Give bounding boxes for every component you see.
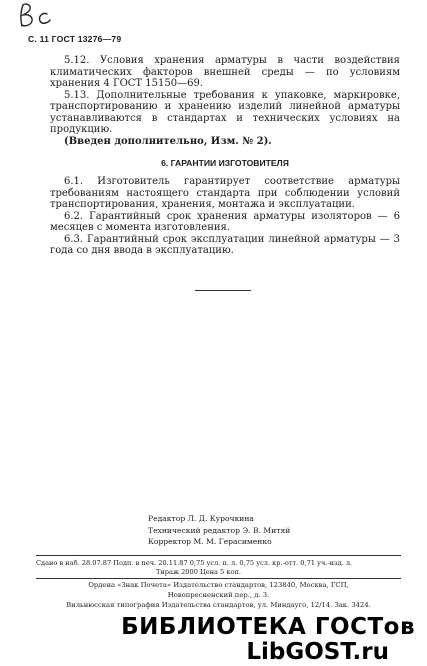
watermark-url: LibGOST.ru (246, 639, 389, 665)
clause-6-1: 6.1. Изготовитель гарантирует соответствие арматуры требованиям настоящего стандарта при соблюдении условий транспортирования, хранения, монтажа и эксплуатации. (50, 176, 400, 210)
clause-6-3: 6.3. Гарантийный срок эксплуатации линейной арматуры — 3 года со дня ввода в эксплуатацию. (50, 233, 400, 256)
clause-6-2: 6.2. Гарантийный срок хранения арматуры изоляторов — 6 месяцев с момента изготовления. (50, 210, 400, 233)
clause-5-13: 5.13. Дополнительные требования к упаковке, маркировке, транспортированию и хранению изделий линейной арматуры устанавливаются в стандартах и технических условиях на продукцию. (50, 89, 400, 135)
handwritten-mark (14, 2, 70, 28)
watermark-title: БИБЛИОТЕКА ГОСТов (121, 614, 415, 640)
document-body (50, 55, 400, 257)
imprint-bottom-rule (36, 578, 401, 579)
publisher-line-1: Ордена «Знак Почета» Издательство стандартов, 123840, Москва, ГСП, (88, 581, 349, 589)
library-watermark (121, 614, 415, 664)
section-6-title: 6. ГАРАНТИИ ИЗГОТОВИТЕЛЯ (161, 158, 289, 168)
imprint-line-2: Тираж 2000 Цена 5 коп. (156, 568, 241, 576)
imprint-top-rule (36, 555, 401, 556)
publisher-line-2: Новопресненский пер., д. 3. (167, 591, 270, 599)
editor-credit: Редактор Л. Д. Курочкина (148, 514, 254, 523)
page-header: С. 11 ГОСТ 13276—79 (28, 34, 122, 44)
tech-editor-credit: Технический редактор Э. В. Митяй (148, 525, 291, 535)
amendment-note: (Введен дополнительно, Изм. № 2). (64, 135, 272, 147)
imprint-line-1: Сдано в наб. 28.07.87 Подп. в печ. 20.11.87 0,75 усл. п. л. 0,75 усл. кр.-отт. 0,71 уч.-изд. л. (36, 559, 353, 567)
editorial-credits (148, 513, 290, 548)
clause-5-12: 5.12. Условия хранения арматуры в части воздействия климатических факторов внешней среды — по условиям хранения 4 ГОСТ 15150—69. (50, 55, 400, 89)
proofreader-credit: Корректор М. М. Герасименко (148, 537, 272, 546)
publisher-line-3: Вильнюсская типография Издательства стандартов, ул. Миндауго, 12/14. Зак. 3424. (66, 601, 371, 609)
publisher-info (36, 580, 401, 610)
print-imprint (36, 559, 401, 577)
end-of-text-rule (195, 290, 251, 291)
